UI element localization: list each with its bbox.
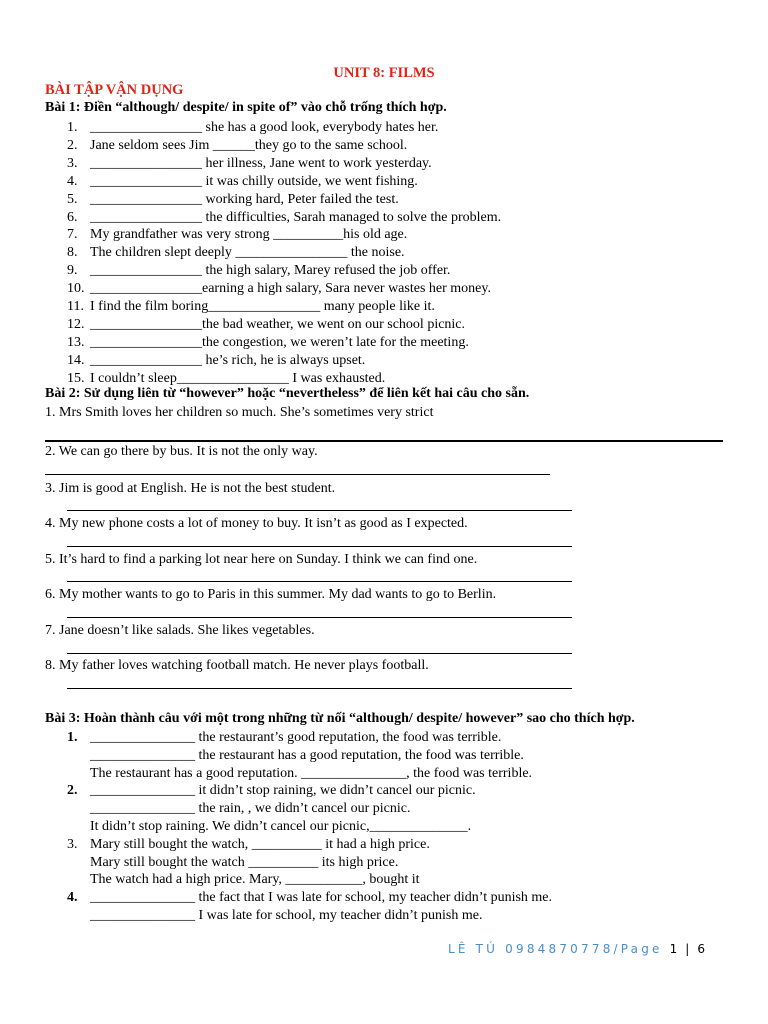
- exercise-1-item: ________________ the high salary, Marey refused the job offer.: [90, 263, 451, 279]
- exercise-1-item-number: 11.: [67, 299, 84, 314]
- exercise-3-item-number: 4.: [67, 890, 78, 906]
- exercise-3-heading: Bài 3: Hoàn thành câu với một trong những từ nối “although/ despite/ however” sao cho thích hợp.: [45, 711, 635, 726]
- exercise-3-item-number: 2.: [67, 783, 78, 799]
- exercise-2-item: 1. Mrs Smith loves her children so much. She’s sometimes very strict: [45, 405, 434, 420]
- exercise-2-item: 7. Jane doesn’t like salads. She likes vegetables.: [45, 623, 315, 638]
- answer-line: [67, 653, 572, 654]
- exercise-1-item: ________________ her illness, Jane went to work yesterday.: [90, 155, 432, 171]
- exercise-2-item: 5. It’s hard to find a parking lot near here on Sunday. I think we can find one.: [45, 552, 478, 567]
- exercise-2-item: 6. My mother wants to go to Paris in this summer. My dad wants to go to Berlin.: [45, 587, 497, 602]
- page-footer: [448, 942, 706, 956]
- section-subtitle: BÀI TẬP VẬN DỤNG: [45, 82, 184, 98]
- exercise-3-line: _______________ the rain, , we didn’t cancel our picnic.: [90, 801, 411, 817]
- exercise-1-item-number: 10.: [67, 281, 85, 297]
- exercise-1-item: ________________earning a high salary, Sara never wastes her money.: [90, 281, 491, 297]
- exercise-1-item: ________________ it was chilly outside, we went fishing.: [90, 173, 418, 189]
- exercise-3-line: _______________ the restaurant has a good reputation, the food was terrible.: [90, 747, 524, 763]
- answer-line: [67, 688, 572, 689]
- footer-page-number: 1: [669, 942, 679, 956]
- exercise-3-line: Mary still bought the watch __________ its high price.: [90, 854, 399, 870]
- exercise-3-line: _______________ it didn’t stop raining, we didn’t cancel our picnic.: [90, 783, 476, 799]
- exercise-3-line: It didn’t stop raining. We didn’t cancel our picnic,______________.: [90, 819, 472, 834]
- unit-title: UNIT 8: FILMS: [333, 65, 435, 81]
- exercise-2-item: 4. My new phone costs a lot of money to buy. It isn’t as good as I expected.: [45, 516, 468, 531]
- exercise-3-line: _______________ the restaurant’s good reputation, the food was terrible.: [90, 730, 502, 745]
- exercise-2-item: 3. Jim is good at English. He is not the best student.: [45, 481, 336, 496]
- exercise-1-item-number: 13.: [67, 334, 85, 350]
- exercise-1-item: ________________ working hard, Peter failed the test.: [90, 191, 399, 207]
- exercise-1-item: I couldn’t sleep________________ I was exhausted.: [90, 370, 386, 386]
- exercise-3-item-number: 1.: [67, 730, 78, 745]
- exercise-2-heading: Bài 2: Sử dụng liên từ “however” hoặc “nevertheless” để liên kết hai câu cho sẵn.: [45, 386, 530, 401]
- exercise-1-item: ________________the bad weather, we went on our school picnic.: [90, 316, 466, 332]
- exercise-1-item: ________________ he’s rich, he is always upset.: [90, 352, 366, 368]
- exercise-1-item: ________________ the difficulties, Sarah managed to solve the problem.: [90, 209, 502, 225]
- exercise-2-item: 2. We can go there by bus. It is not the only way.: [45, 444, 318, 459]
- exercise-1-item-number: 15.: [67, 370, 85, 386]
- exercise-1-item: The children slept deeply ________________ the noise.: [90, 245, 405, 261]
- answer-line: [45, 474, 550, 475]
- exercise-1-item-number: 2.: [67, 137, 78, 153]
- exercise-3-line: Mary still bought the watch, __________ it had a high price.: [90, 836, 430, 852]
- exercise-3-line: The restaurant has a good reputation. _______________, the food was terrible.: [90, 765, 533, 781]
- footer-total-pages: 6: [697, 942, 706, 956]
- answer-line: [67, 546, 572, 547]
- footer-author: LÊ TÚ 0984870778/Page: [447, 942, 663, 956]
- exercise-1-item-number: 7.: [67, 227, 78, 243]
- exercise-1-item-number: 9.: [67, 263, 78, 279]
- exercise-1-item-number: 14.: [67, 352, 85, 368]
- answer-line: [67, 510, 572, 511]
- exercise-2-item: 8. My father loves watching football match. He never plays football.: [45, 658, 429, 673]
- exercise-3-line: _______________ I was late for school, my teacher didn’t punish me.: [90, 908, 483, 923]
- exercise-1-item-number: 4.: [67, 173, 78, 189]
- exercise-1-item: Jane seldom sees Jim ______they go to the same school.: [90, 137, 408, 153]
- exercise-1-item: ________________the congestion, we weren’t late for the meeting.: [90, 334, 469, 350]
- exercise-1-item: My grandfather was very strong __________his old age.: [90, 227, 408, 243]
- exercise-1-item-number: 6.: [67, 209, 78, 225]
- exercise-1-item-number: 5.: [67, 191, 78, 207]
- exercise-3-line: _______________ the fact that I was late for school, my teacher didn’t punish me.: [90, 890, 553, 906]
- exercise-1-item-number: 3.: [67, 155, 78, 171]
- exercise-1-item-number: 12.: [67, 316, 85, 332]
- answer-line: [67, 617, 572, 618]
- exercise-3-line: The watch had a high price. Mary, ___________, bought it: [90, 872, 420, 888]
- exercise-3-item-number: 3.: [67, 836, 78, 852]
- exercise-1-item-number: 1.: [67, 120, 78, 135]
- footer-separator: |: [685, 942, 691, 956]
- exercise-1-item: ________________ she has a good look, everybody hates her.: [90, 120, 439, 135]
- exercise-1-item-number: 8.: [67, 245, 78, 261]
- answer-line: [67, 581, 572, 582]
- answer-line: [45, 440, 723, 442]
- exercise-1-item: I find the film boring________________ many people like it.: [90, 299, 435, 314]
- exercise-1-heading: Bài 1: Điền “although/ despite/ in spite of” vào chỗ trống thích hợp.: [45, 100, 447, 115]
